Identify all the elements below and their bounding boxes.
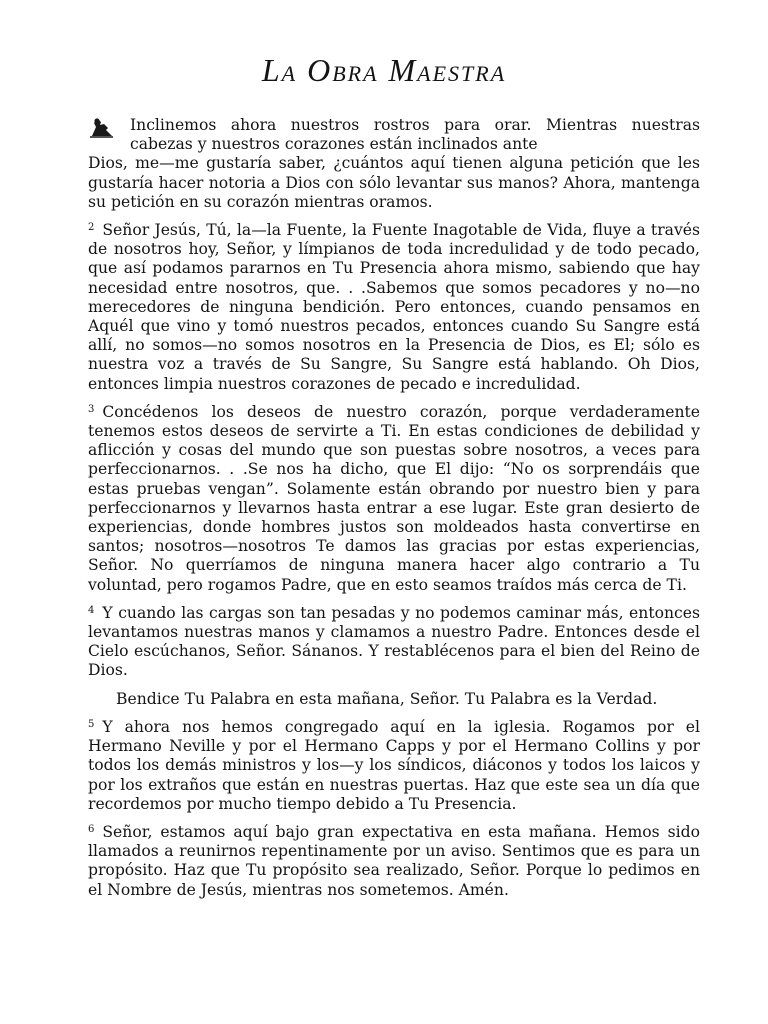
paragraph-6 [88, 823, 700, 900]
paragraph-4-text: Y cuando las cargas son tan pesadas y no podemos caminar más, entonces levantamos nuestras manos y clamamos a nuestro Padre. Entonces desde el Cielo escúchanos, Señor. Sánanos. Y restablécenos para el bien del Reino de Dios. [88, 603, 700, 680]
praying-figure-icon [88, 116, 114, 138]
paragraph-blessing-text: Bendice Tu Palabra en esta mañana, Señor. Tu Palabra es la Verdad. [116, 689, 658, 708]
paragraph-1 [88, 116, 700, 212]
paragraph-blessing [88, 690, 700, 709]
paragraph-1-text: Dios, me—me gustaría saber, ¿cuántos aquí tienen alguna petición que les gustaría hacer notoria a Dios con sólo levantar sus manos? Ahora, mantenga su petición en su corazón mientras oramos. [88, 154, 700, 211]
paragraph-5-text: Y ahora nos hemos congregado aquí en la iglesia. Rogamos por el Hermano Neville y por el Hermano Capps y por el Hermano Collins y por todos los demás ministros y los—y los síndicos, diáconos y todos los laicos y por los extraños que están en nuestras puertas. Haz que este sea un día que recordemos por mucho tiempo debido a Tu Presencia. [88, 717, 700, 813]
sermon-body [88, 116, 700, 909]
paragraph-2-text: Señor Jesús, Tú, la—la Fuente, la Fuente Inagotable de Vida, fluye a través de nosotros hoy, Señor, y límpianos de toda incredulidad y de todo pecado, que así podamos pararnos en Tu Presencia ahora mismo, sabiendo que hay necesidad entre nosotros, que. . .Sabemos que somos pecadores y no—no merecedores de ninguna bendición. Pero entonces, cuando pensamos en Aquél que vino y tomó nuestros pecados, entonces cuando Su Sangre está allí, no somos—no somos nosotros en la Presencia de Dios, es El; sólo es nuestra voz a través de Su Sangre, Su Sangre está hablando. Oh Dios, entonces limpia nuestros corazones de pecado e incredulidad. [88, 221, 700, 393]
page-title: La Obra Maestra [261, 52, 507, 88]
paragraph-number: 5 [88, 718, 95, 730]
paragraph-4 [88, 604, 700, 681]
paragraph-6-text: Señor, estamos aquí bajo gran expectativa en esta mañana. Hemos sido llamados a reunirnos repentinamente por un aviso. Sentimos que es para un propósito. Haz que Tu propósito sea realizado, Señor. Porque lo pedimos en el Nombre de Jesús, mientras nos sometemos. Amén. [88, 822, 700, 899]
paragraph-number: 3 [88, 403, 95, 415]
paragraph-number: 4 [88, 604, 95, 616]
paragraph-number: 6 [88, 823, 95, 835]
paragraph-1-first-line: Inclinemos ahora nuestros rostros para orar. Mientras nuestras cabezas y nuestros corazones están inclinados ante [130, 116, 700, 154]
paragraph-2 [88, 221, 700, 394]
paragraph-3 [88, 403, 700, 595]
paragraph-number: 2 [88, 222, 95, 234]
paragraph-3-text: Concédenos los deseos de nuestro corazón, porque verdaderamente tenemos estos deseos de servirte a Ti. En estas condiciones de debilidad y aflicción y cosas del mundo que son puestas sobre nosotros, a veces para perfeccionarnos. . .Se nos ha dicho, que El dijo: “No os sorprendáis que estas pruebas vengan”. Solamente están obrando por nuestro bien y para perfeccionarnos y llevarnos hasta entrar a ese lugar. Este gran desierto de experiencias, donde hombres justos son moldeados hasta convertirse en santos; nosotros—nosotros Te damos las gracias por estas experiencias, Señor. No querríamos de ninguna manera hacer algo contrario a Tu voluntad, pero rogamos Padre, que en esto seamos traídos más cerca de Ti. [88, 402, 700, 594]
paragraph-5 [88, 718, 700, 814]
